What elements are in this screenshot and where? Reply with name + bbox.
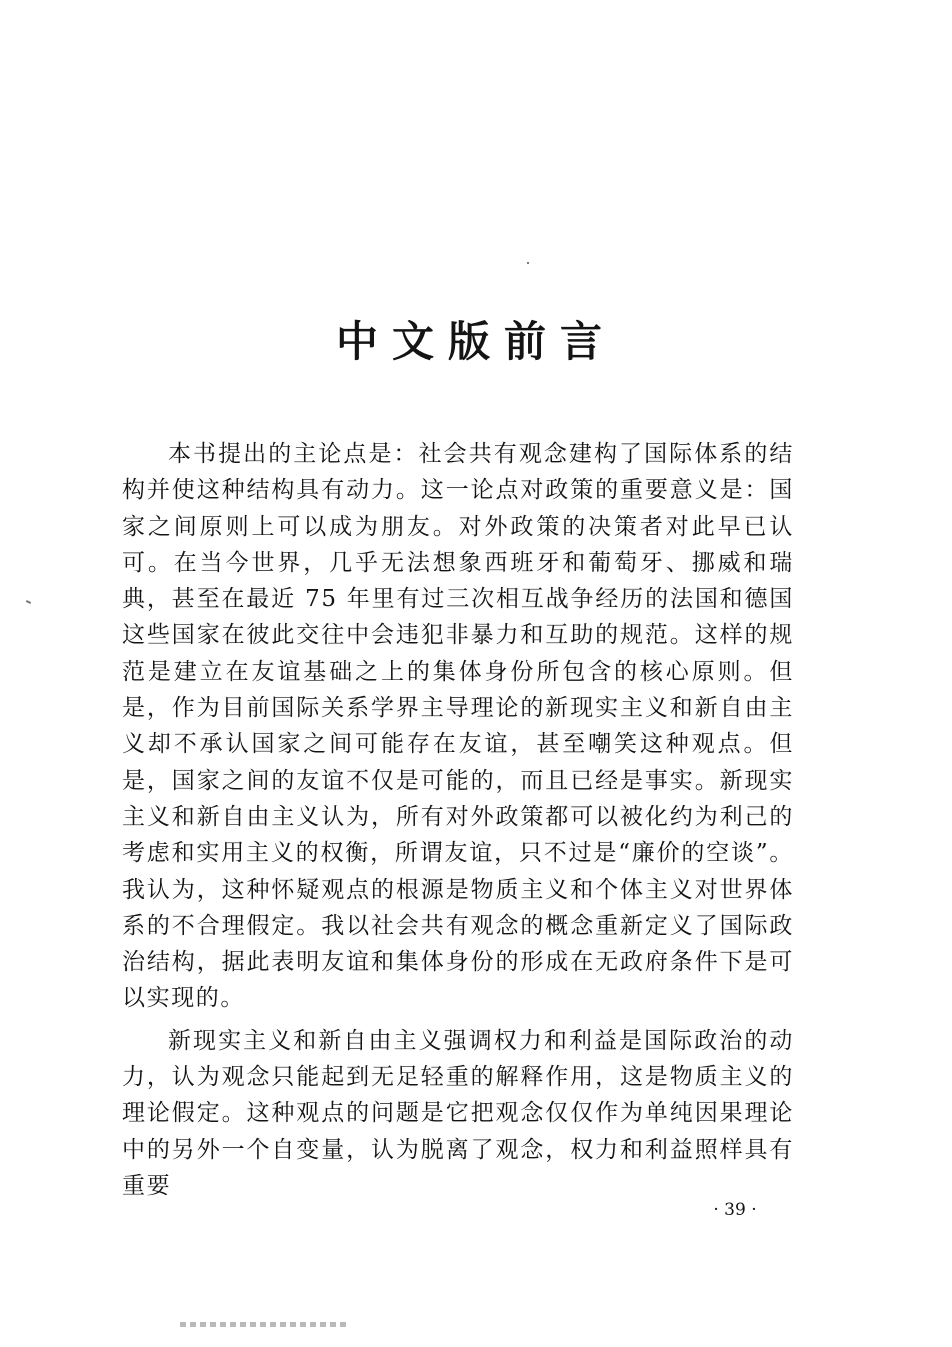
- page-title: 中文版前言: [335, 317, 616, 366]
- scan-speck: [527, 262, 529, 264]
- paragraph-2: 新现实主义和新自由主义强调权力和利益是国际政治的动力，认为观念只能起到无足轻重的解释作用，这是物质主义的理论假定。这种观点的问题是它把观念仅仅作为单纯因果理论中的另外一个自变量，认为脱离了观念，权力和利益照样具有重要: [122, 1027, 794, 1199]
- body-text: [122, 436, 794, 1204]
- scan-speck: [26, 600, 31, 604]
- paragraph-1: 本书提出的主论点是：社会共有观念建构了国际体系的结构并使这种结构具有动力。这一论点对政策的重要意义是：国家之间原则上可以成为朋友。对外政策的决策者对此早已认可。在当今世界，几乎无法想象西班牙和葡萄牙、挪威和瑞典，甚至在最近 75 年里有过三次相互战争经历的法国和德国这些国家在彼此交往中会违犯非暴力和互助的规范。这样的规范是建立在友谊基础之上的集体身份所包含的核心原则。但是，作为目前国际关系学界主导理论的新现实主义和新自由主义却不承认国家之间可能存在友谊，甚至嘲笑这种观点。但是，国家之间的友谊不仅是可能的，而且已经是事实。新现实主义和新自由主义认为，所有对外政策都可以被化约为利己的考虑和实用主义的权衡，所谓友谊，只不过是“廉价的空谈”。我认为，这种怀疑观点的根源是物质主义和个体主义对世界体系的不合理假定。我以社会共有观念的概念重新定义了国际政治结构，据此表明友谊和集体身份的形成在无政府条件下是可以实现的。: [122, 441, 794, 1012]
- scan-artifact-strip: [180, 1322, 350, 1327]
- page-number: · 39 ·: [713, 1200, 757, 1220]
